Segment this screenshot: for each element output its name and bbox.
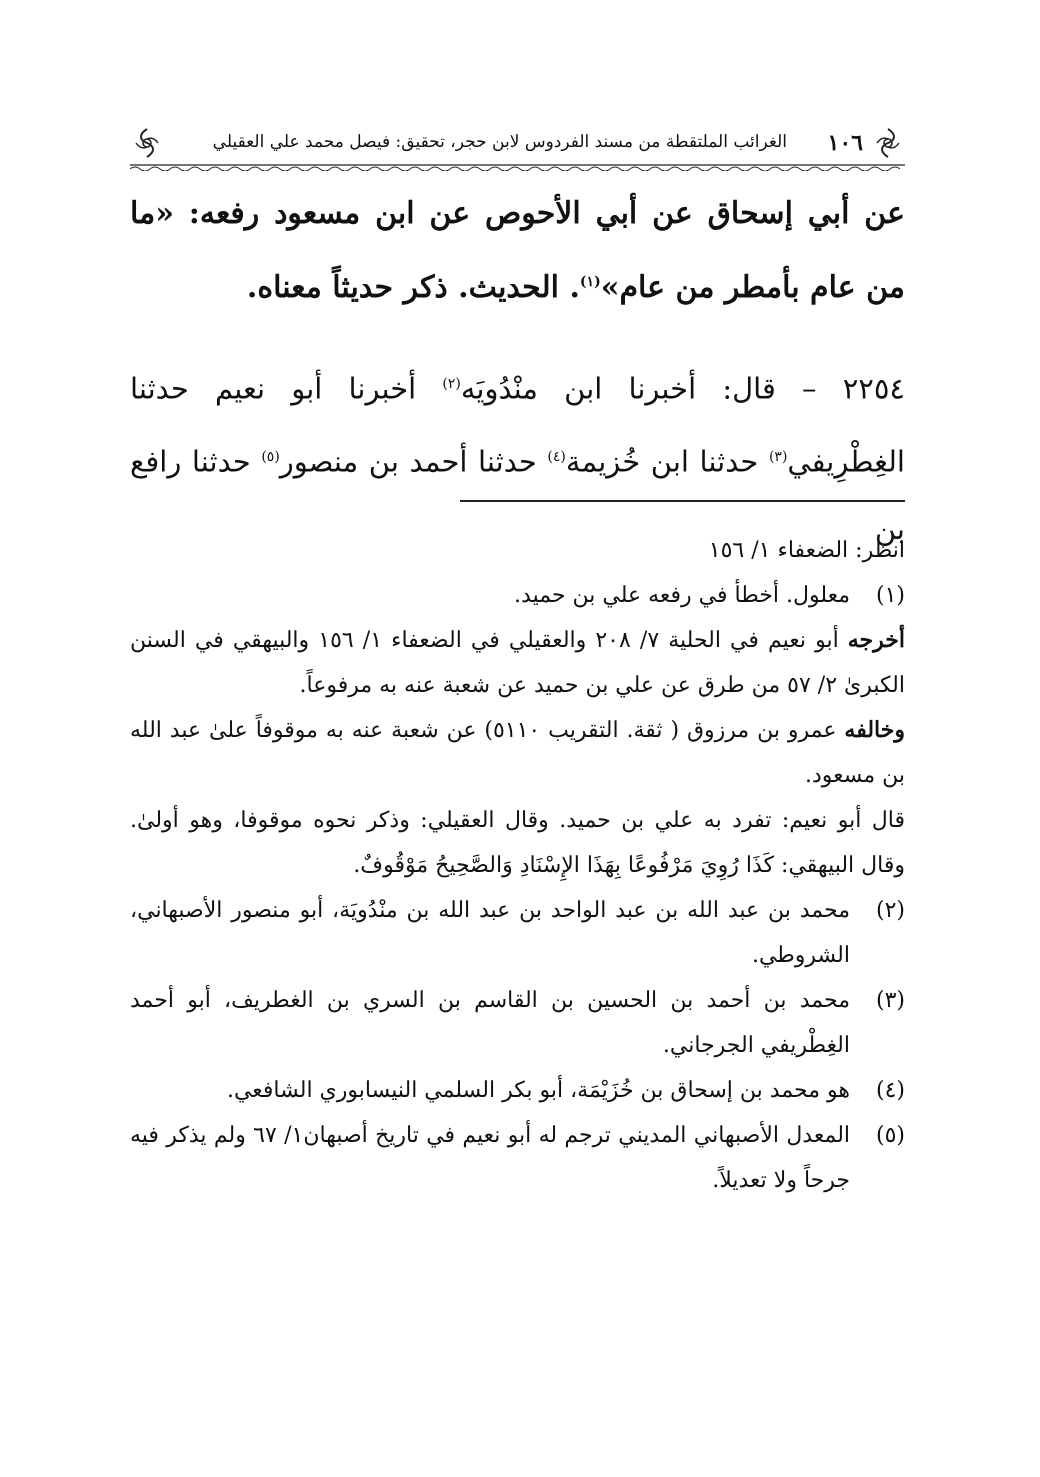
footnote-5: [130, 1113, 905, 1203]
footnote-2: [130, 888, 905, 978]
footnote-number: (٤): [875, 1078, 905, 1103]
text-line: الغِطْرِيفي: [787, 444, 905, 479]
hadith-number-text: ٢٢٥٤ – قال: أخبرنا ابن منْدُويَه: [460, 371, 906, 406]
footnote-ref: (١): [579, 274, 601, 290]
page-header: [130, 122, 905, 162]
text-line: من عام»: [600, 270, 715, 305]
footnote-paragraph: [130, 708, 905, 798]
text-line: . الحديث. ذكر حديثاً معناه.: [246, 270, 580, 305]
footnote-text: معلول. أخطأ في رفعه علي بن حميد.: [514, 583, 850, 608]
footnote-ref: (٤): [547, 448, 566, 465]
footnote-text: هو محمد بن إسحاق بن خُزَيْمَة، أبو بكر السلمي النيسابوري الشافعي.: [226, 1078, 850, 1103]
footnote-text: قال أبو نعيم: تفرد به علي بن حميد. وقال العقيلي: وذكر نحوه موقوفا، وهو أولىٰ. وقال البيهقي:: [130, 808, 905, 878]
page-number: ١٠٦: [827, 130, 863, 156]
text-line: حدثنا ابن خُزيمة: [565, 444, 769, 479]
footnote-1: [130, 573, 905, 618]
footnote-text: محمد بن أحمد بن الحسين بن القاسم بن السري بن الغطريف، أبو أحمد الغِطْريفي الجرجاني.: [130, 988, 850, 1058]
footnote-paragraph: [130, 798, 905, 888]
ornament-icon: [871, 126, 905, 160]
footnote-3: [130, 978, 905, 1068]
carryover-note: انظر: الضعفاء ١/ ١٥٦: [708, 538, 905, 563]
hadith-chain: [130, 350, 905, 423]
bold-lead: وخالفه: [844, 717, 905, 743]
text-line: حدثنا رافع بن: [130, 444, 905, 547]
paragraph: [130, 180, 905, 322]
text-line: عن أبي إسحاق عن أبي الأحوص عن ابن مسعود رفعه: «ما من عام بأمطر: [130, 196, 905, 305]
text-line: أخبرنا أبو نعيم حدثنا: [130, 371, 443, 406]
footnote-text: محمد بن عبد الله بن عبد الواحد بن عبد الله بن منْدُويَة، أبو منصور الأصبهاني، الشروطي.: [130, 898, 850, 968]
footnote-4: [130, 1068, 905, 1113]
footnote-number: (٣): [875, 988, 905, 1013]
text-line: حدثنا أحمد بن منصور: [279, 444, 548, 479]
ornament-icon: [130, 126, 164, 160]
footnote-number: (٢): [875, 898, 905, 923]
bold-lead: أخرجه: [847, 627, 906, 653]
footnote-paragraph: [130, 618, 905, 708]
footnote-number: (١): [875, 583, 905, 608]
footnote-text: عمرو بن مرزوق ( ثقة. التقريب ٥١١٠) عن شعبة عنه به موقوفاً علىٰ عبد الله بن مسعود.: [130, 718, 905, 788]
quoted-text: كَذَا رُوِيَ مَرْفُوعًا بِهَذَا الإِسْنَادِ وَالصَّحِيحُ مَوْقُوفٌ.: [353, 853, 775, 878]
running-title: الغرائب الملتقطة من مسند الفردوس لابن حجر، تحقيق: فيصل محمد علي العقيلي: [212, 132, 787, 152]
footnote-text: أبو نعيم في الحلية ٧/ ٢٠٨ والعقيلي في الضعفاء ١/ ١٥٦ والبيهقي في السنن الكبرىٰ ٢/ ٥٧ من طرق عن علي بن حميد عن شعبة عنه به مرفوعاً.: [130, 628, 905, 698]
footnote-text: المعدل الأصبهاني المديني ترجم له أبو نعيم في تاريخ أصبهان١/ ٦٧ ولم يذكر فيه جرحاً ولا تعديلاً.: [130, 1123, 851, 1193]
footnote-ref: (٢): [442, 376, 461, 392]
footnotes: [130, 528, 905, 1203]
main-text: [130, 180, 905, 563]
footnote-number: (٥): [875, 1123, 905, 1148]
header-divider: [130, 163, 905, 171]
footnote-ref: (٣): [768, 448, 788, 465]
footnote-separator: [460, 500, 905, 502]
footnote-ref: (٥): [261, 448, 280, 465]
